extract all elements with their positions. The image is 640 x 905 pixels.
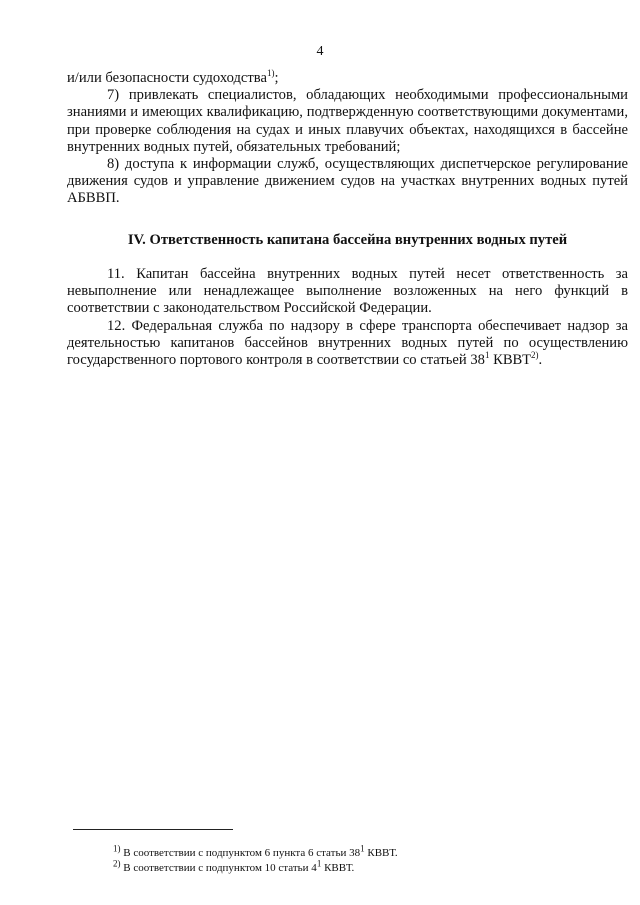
paragraph-item-11: 11. Капитан бассейна внутренних водных путей несет ответственность за невыполнение или ненадлежащее выполнение возложенных на него функций в соответствии с законодательством Российской Федерации. xyxy=(67,266,628,317)
paragraph-text: и/или безопасности судоходства xyxy=(67,70,267,86)
superscript: 1 xyxy=(484,350,490,361)
paragraph-continuation: и/или безопасности судоходства$^{1)}$; xyxy=(67,68,279,86)
page-number: 4 xyxy=(316,44,324,59)
section-heading: IV. Ответственность капитана бассейна внутренних водных путей xyxy=(127,232,568,248)
footnote-ref: 1) xyxy=(266,68,275,79)
footnote-2: $^{2)}$ В соответствии с подпунктом 10 статьи $4^1$ КВВТ. xyxy=(113,858,355,874)
paragraph-item-7: 7) привлекать специалистов, обладающих необходимыми профессиональными знаниями и имеющих квалификацию, подтвержденную соответствующими документами, при проверке соблюдения на судах и иных плавучих объектах, находящихся в бассейне внутренних водных путей, обязательных требований; xyxy=(67,87,628,155)
paragraph-item-8: 8) доступа к информации служб, осуществляющих диспетчерское регулирование движения судов и управление движением судов на участках внутренних водных путей АБВВП. xyxy=(67,156,628,207)
body-text-top xyxy=(67,70,628,208)
footnote-separator xyxy=(73,829,233,830)
footnote-ref: 2) xyxy=(531,350,539,361)
footnote-1: $^{1)}$ В соответствии с подпунктом 6 пункта 6 статьи $38^1$ КВВТ. xyxy=(113,843,398,859)
paragraph-item-12: 12. Федеральная служба по надзору в сфере транспорта обеспечивает надзор за деятельностью капитанов бассейнов внутренних водных путей по осуществлению государственного портового контроля в соответствии со статьей $38^1$ КВВТ$^{2)}$. xyxy=(67,317,628,369)
footnotes xyxy=(113,843,398,876)
body-text-section xyxy=(67,266,628,369)
